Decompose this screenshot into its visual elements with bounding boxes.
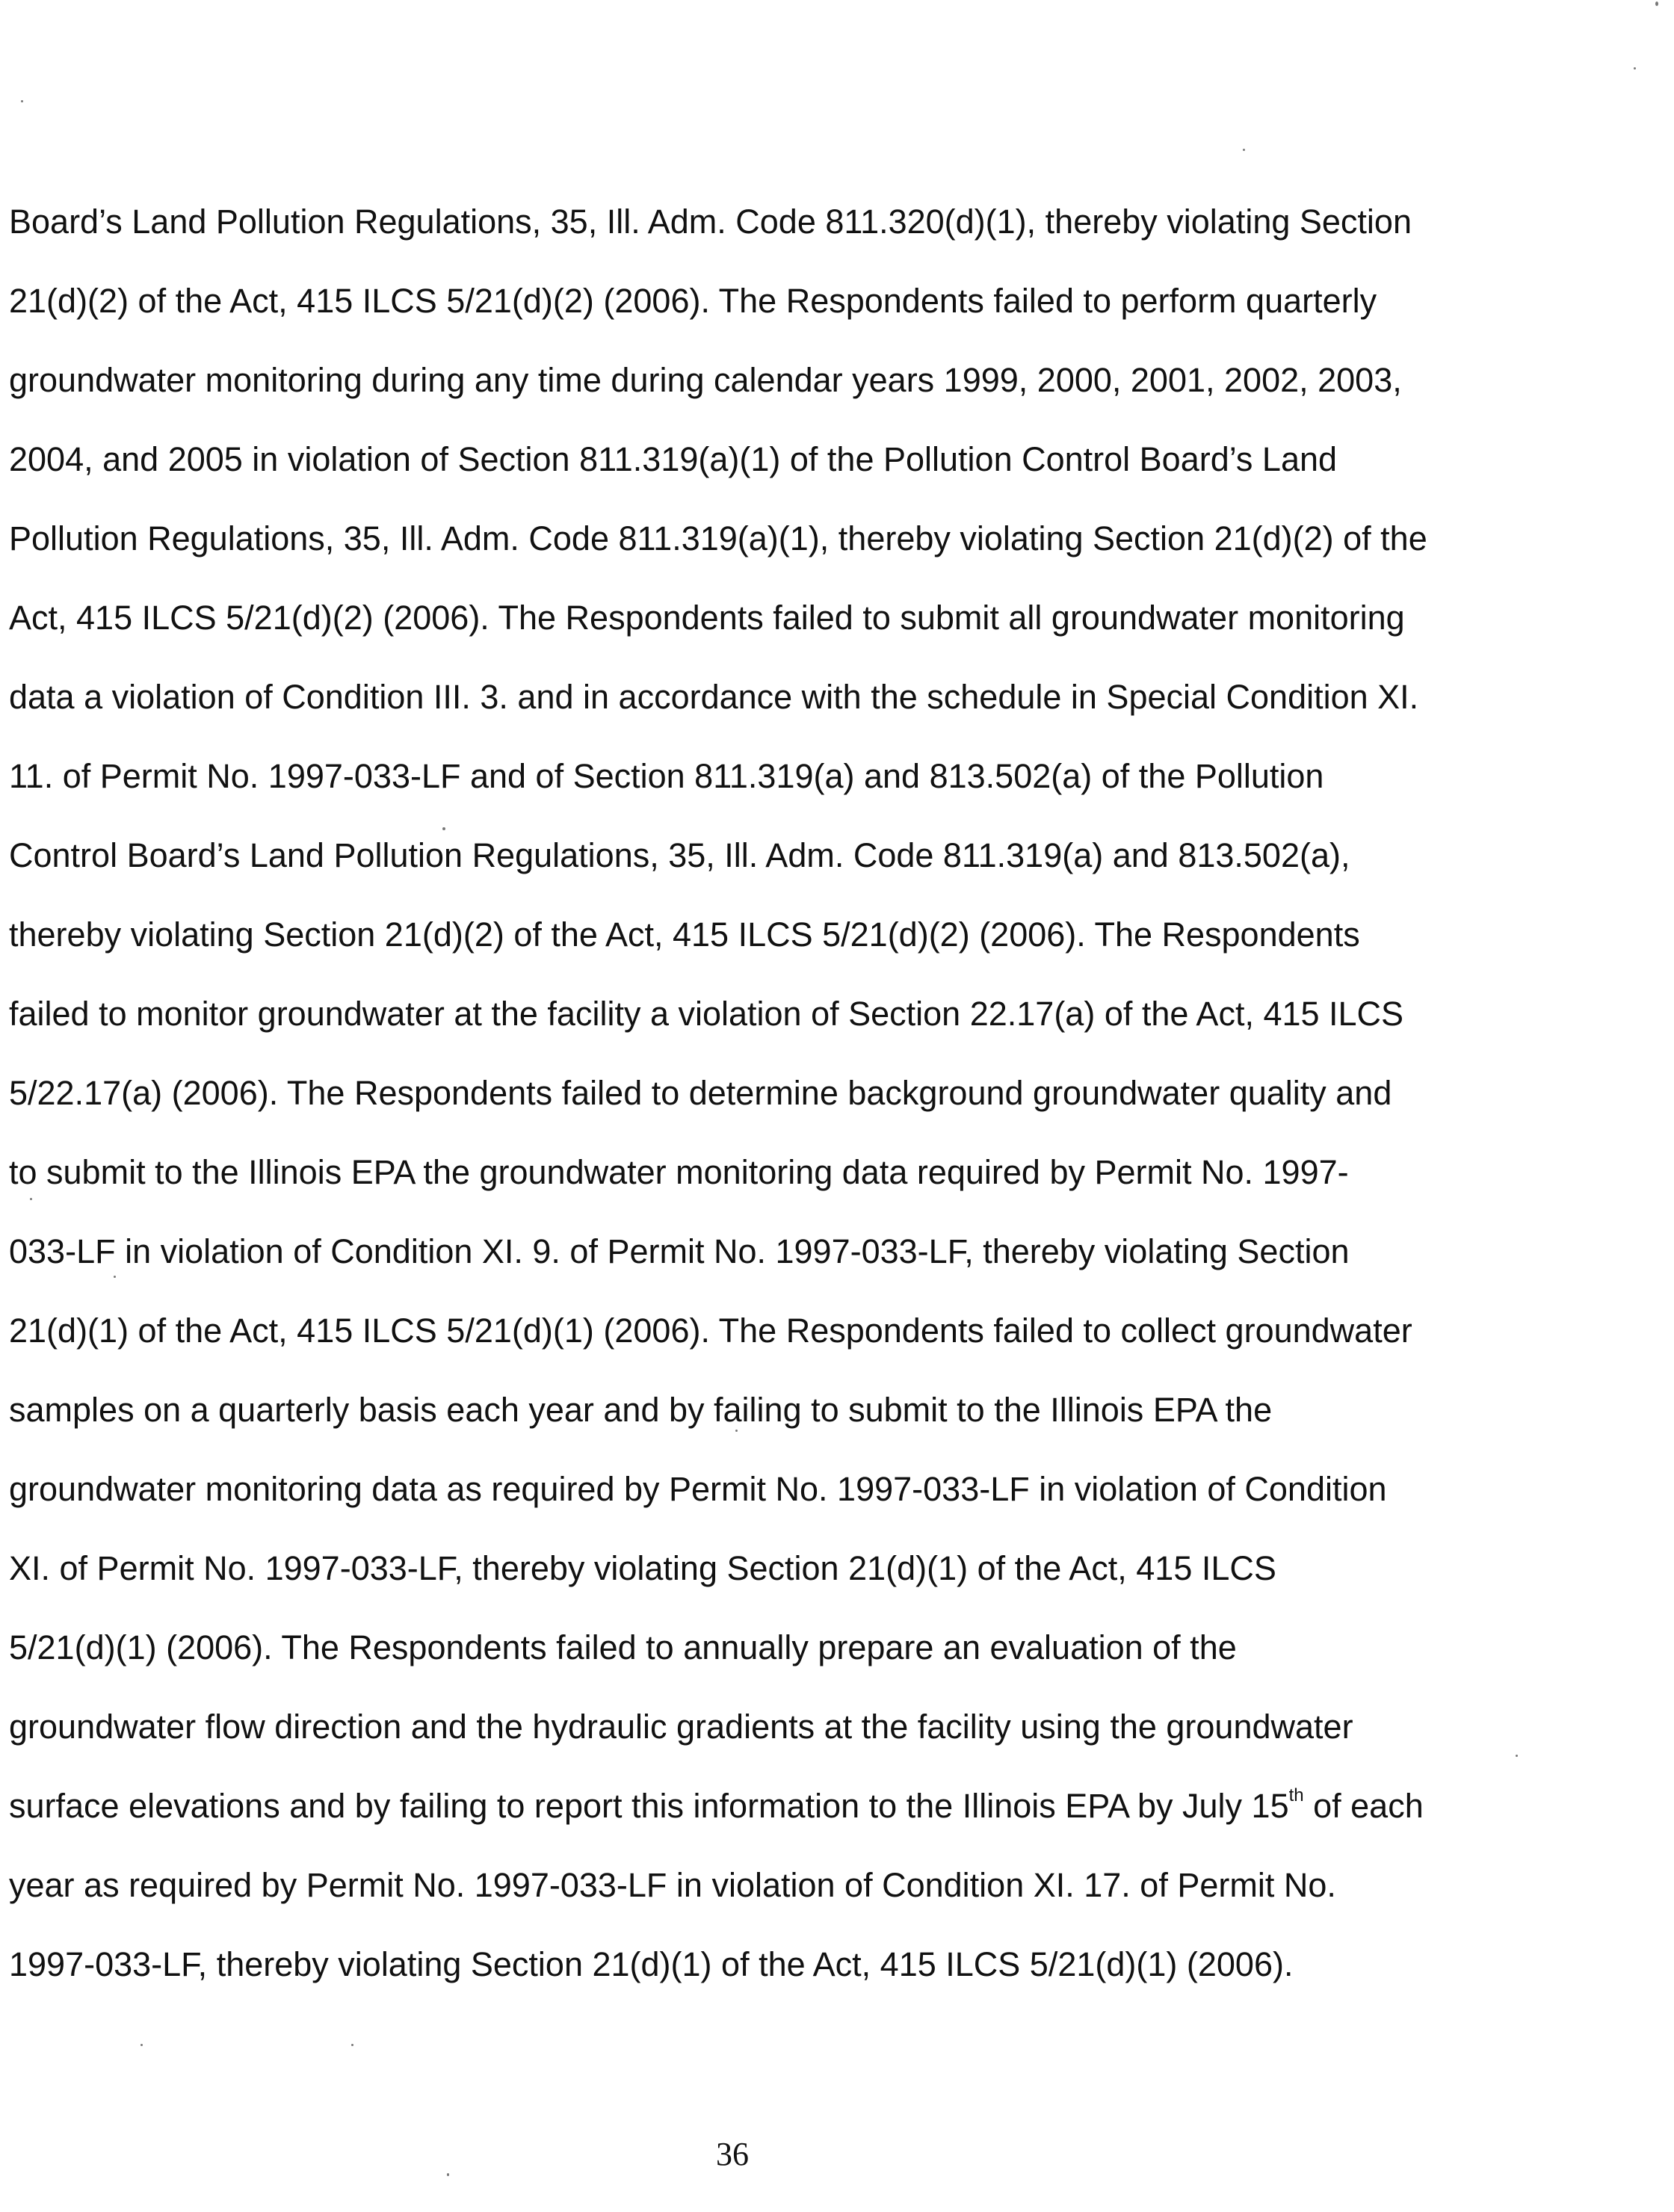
text-line: 11. of Permit No. 1997-033-LF and of Section 811.319(a) and 813.502(a) of the Pollution — [9, 757, 1324, 795]
text-line: failed to monitor groundwater at the facility a violation of Section 22.17(a) of the Act, 415 ILCS — [9, 995, 1404, 1033]
text-line: to submit to the Illinois EPA the groundwater monitoring data required by Permit No. 1997- — [9, 1153, 1349, 1191]
scan-speck — [114, 1276, 116, 1278]
scan-speck — [30, 1198, 32, 1200]
text-line: samples on a quarterly basis each year and by failing to submit to the Illinois EPA the — [9, 1391, 1273, 1429]
scan-speck — [447, 2173, 449, 2176]
text-line: 1997-033-LF, thereby violating Section 21(d)(1) of the Act, 415 ILCS 5/21(d)(1) (2006). — [9, 1945, 1294, 1983]
scan-speck — [1243, 149, 1245, 151]
text-line-part: surface elevations and by failing to report this information to the Illinois EPA by July 15 — [9, 1787, 1289, 1825]
scan-speck — [1634, 67, 1636, 69]
text-line: 2004, and 2005 in violation of Section 811.319(a)(1) of the Pollution Control Board’s Land — [9, 440, 1338, 478]
text-line: 21(d)(2) of the Act, 415 ILCS 5/21(d)(2) (2006). The Respondents failed to perform quarterly — [9, 282, 1377, 320]
text-line: 5/22.17(a) (2006). The Respondents failed to determine background groundwater quality and — [9, 1074, 1392, 1112]
scan-speck — [1516, 1755, 1518, 1757]
scan-speck — [442, 827, 445, 830]
text-line: groundwater flow direction and the hydraulic gradients at the facility using the groundwater — [9, 1708, 1353, 1746]
scan-speck — [735, 1430, 738, 1432]
text-line: Control Board’s Land Pollution Regulations, 35, Ill. Adm. Code 811.319(a) and 813.502(a), — [9, 836, 1350, 874]
scan-speck — [140, 2044, 143, 2046]
text-line: data a violation of Condition III. 3. and in accordance with the schedule in Special Condition XI. — [9, 678, 1419, 716]
text-line: Act, 415 ILCS 5/21(d)(2) (2006). The Respondents failed to submit all groundwater monitoring — [9, 599, 1405, 637]
text-line: year as required by Permit No. 1997-033-LF in violation of Condition XI. 17. of Permit No. — [9, 1866, 1336, 1904]
scan-speck — [21, 100, 23, 102]
text-line-with-superscript — [9, 1767, 1489, 1846]
ordinal-superscript: th — [1288, 1785, 1304, 1805]
text-line: 21(d)(1) of the Act, 415 ILCS 5/21(d)(1) (2006). The Respondents failed to collect groundwater — [9, 1312, 1412, 1350]
text-line: groundwater monitoring during any time during calendar years 1999, 2000, 2001, 2002, 2003, — [9, 361, 1402, 399]
text-line: XI. of Permit No. 1997-033-LF, thereby violating Section 21(d)(1) of the Act, 415 ILCS — [9, 1549, 1276, 1587]
scan-speck — [351, 2044, 353, 2046]
text-line: Board’s Land Pollution Regulations, 35, Ill. Adm. Code 811.320(d)(1), thereby violating Section — [9, 203, 1412, 241]
text-line-part: of each — [1303, 1787, 1424, 1825]
page-number: 36 — [716, 2136, 749, 2172]
text-line: Pollution Regulations, 35, Ill. Adm. Code 811.319(a)(1), thereby violating Section 21(d)(2) of the — [9, 519, 1427, 557]
text-line: thereby violating Section 21(d)(2) of the Act, 415 ILCS 5/21(d)(2) (2006). The Respondents — [9, 915, 1360, 954]
text-line: groundwater monitoring data as required by Permit No. 1997-033-LF in violation of Condition — [9, 1470, 1387, 1508]
body-paragraph — [9, 182, 1489, 2004]
text-line: 5/21(d)(1) (2006). The Respondents failed to annually prepare an evaluation of the — [9, 1628, 1237, 1666]
scan-speck — [1655, 1, 1658, 6]
text-line: 033-LF in violation of Condition XI. 9. of Permit No. 1997-033-LF, thereby violating Section — [9, 1232, 1350, 1270]
